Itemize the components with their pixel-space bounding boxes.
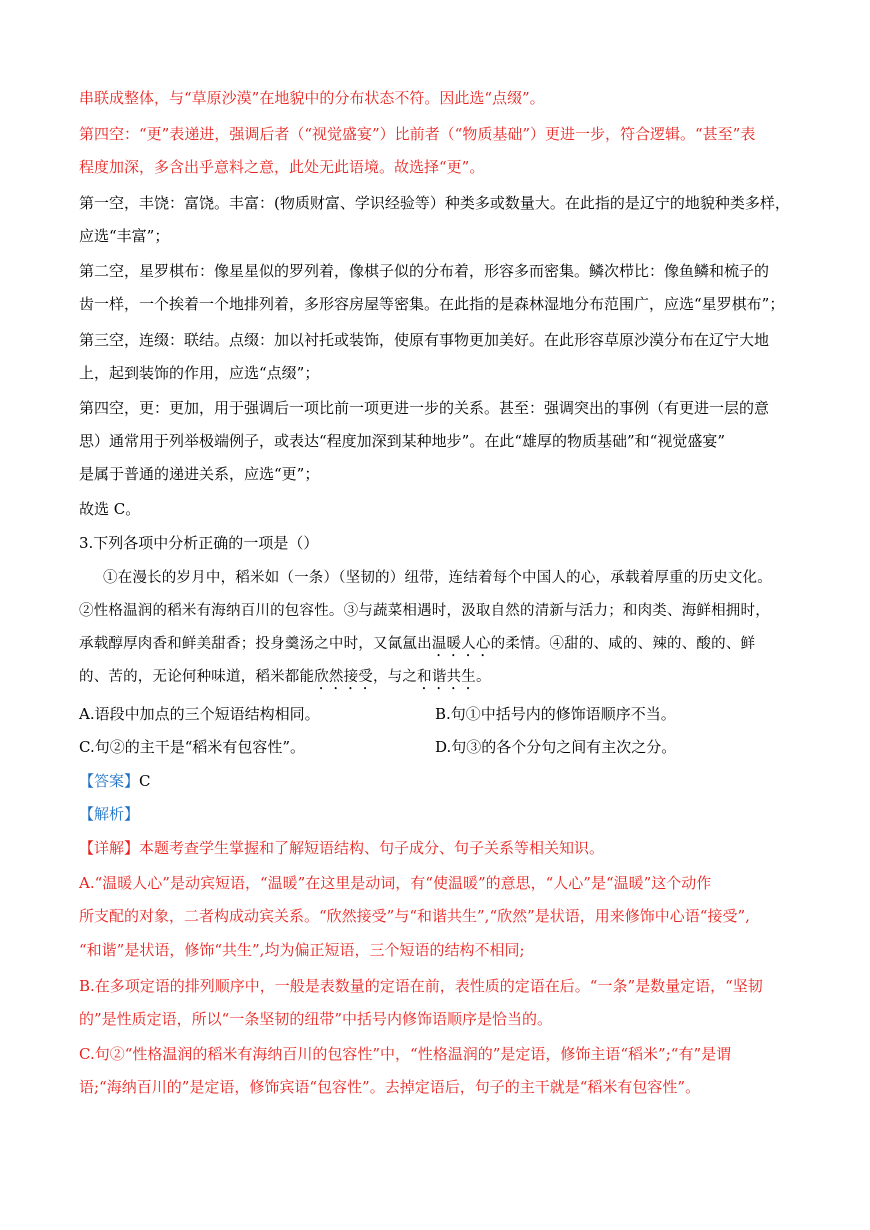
passage-line — [79, 667, 799, 693]
answer-line — [79, 771, 799, 791]
conclusion-line: 故选 C。 — [79, 500, 141, 518]
analysis-tag: 【解析】 — [79, 805, 140, 823]
detail-line: A.“温暖人心”是动宾短语，“温暖”在这里是动词，有“使温暖”的意思，“人心”是“温暖”这个动作 — [79, 874, 712, 892]
detail-line: “和谐”是状语，修饰“共生”,均为偏正短语，三个短语的结构不相同; — [79, 941, 525, 959]
explanation-line: 第四空，更：更加，用于强调后一项比前一项更进一步的关系。甚至：强调突出的事例（有更进一层的意 — [79, 399, 770, 417]
dotted-phrase: 欣然接受 — [314, 669, 374, 685]
detail-line: 语;“海纳百川的”是定语，修饰宾语“包容性”。去掉定语后，句子的主干就是“稻米有包容性”。 — [79, 1078, 701, 1096]
passage-text: 的柔情。④甜的、咸的、辣的、酸的、鲜 — [490, 636, 756, 652]
answer-value: C — [139, 772, 151, 790]
passage-line — [79, 634, 799, 660]
question-title: 3.下列各项中分析正确的一项是（） — [79, 534, 319, 552]
passage-text: ，与之 — [373, 669, 418, 685]
option-a: A.语段中加点的三个短语结构相同。 — [79, 705, 320, 723]
analysis-line: 第四空：“更”表递进，强调后者（“视觉盛宴”）比前者（“物质基础”）更进一步，符合逻辑。“甚至”表 — [79, 125, 756, 143]
dotted-phrase: 温暖人心 — [431, 636, 491, 652]
explanation-line: 齿一样，一个挨着一个地排列着，多形容房屋等密集。在此指的是森林湿地分布范围广，应选“星罗棋布”； — [79, 295, 785, 313]
detail-line: B.在多项定语的排列顺序中，一般是表数量的定语在前，表性质的定语在后。“一条”是数量定语，“坚韧 — [79, 977, 763, 995]
detail-line — [79, 838, 799, 858]
passage-line: ②性格温润的稻米有海纳百川的包容性。③与蔬菜相遇时，汲取自然的清新与活力；和肉类、海鲜相拥时， — [79, 603, 770, 619]
explanation-line: 第二空，星罗棋布：像星星似的罗列着，像棋子似的分布着，形容多而密集。鳞次栉比：像鱼鳞和梳子的 — [79, 262, 770, 280]
passage-line: ①在漫长的岁月中，稻米如（一条）（坚韧的）纽带，连结着每个中国人的心，承载着厚重的历史文化。 — [103, 570, 772, 586]
explanation-line: 是属于普通的递进关系，应选“更”； — [79, 465, 320, 483]
detail-tag: 【详解】 — [79, 839, 140, 857]
explanation-line: 应选“丰富”； — [79, 227, 170, 245]
passage-text: 。 — [475, 669, 491, 685]
detail-line: 的”是性质定语，所以“一条坚韧的纽带”中括号内修饰语顺序是恰当的。 — [79, 1010, 553, 1028]
detail-line: 所支配的对象，二者构成动宾关系。“欣然接受”与“和谐共生”,“欣然”是状语，用来修饰中心语“接受”, — [79, 907, 750, 925]
option-b: B.句①中括号内的修饰语顺序不当。 — [435, 705, 676, 723]
explanation-line: 第三空，连缀：联结。点缀：加以衬托或装饰，使原有事物更加美好。在此形容草原沙漠分布在辽宁大地 — [79, 331, 770, 349]
detail-text: 本题考查学生掌握和了解短语结构、句子成分、句子关系等相关知识。 — [139, 839, 605, 857]
dotted-phrase: 和谐共生 — [417, 669, 476, 685]
explanation-line: 上，起到装饰的作用，应选“点缀”； — [79, 364, 320, 382]
explanation-line: 思）通常用于列举极端例子，或表达“程度加深到某种地步”。在此“雄厚的物质基础”和“视觉盛宴” — [79, 432, 726, 450]
answer-tag: 【答案】 — [79, 772, 140, 790]
explanation-line: 第一空，丰饶：富饶。丰富：(物质财富、学识经验等）种类多或数量大。在此指的是辽宁的地貌种类多样， — [79, 194, 790, 212]
detail-line: C.句②“性格温润的稻米有海纳百川的包容性”中，“性格温润的”是定语，修饰主语“稻米”;“有”是谓 — [79, 1045, 732, 1063]
analysis-line: 程度加深，多含出乎意料之意，此处无此语境。故选择“更”。 — [79, 158, 485, 176]
option-c: C.句②的主干是“稻米有包容性”。 — [79, 738, 306, 756]
option-d: D.句③的各个分句之间有主次之分。 — [435, 738, 677, 756]
analysis-line: 串联成整体，与“草原沙漠”在地貌中的分布状态不符。因此选“点缀”。 — [79, 89, 545, 107]
passage-text: 的、苦的，无论何种味道，稻米都能 — [79, 669, 315, 685]
passage-text: 承载醇厚肉香和鲜美甜香；投身羹汤之中时，又氤氲出 — [79, 636, 432, 652]
